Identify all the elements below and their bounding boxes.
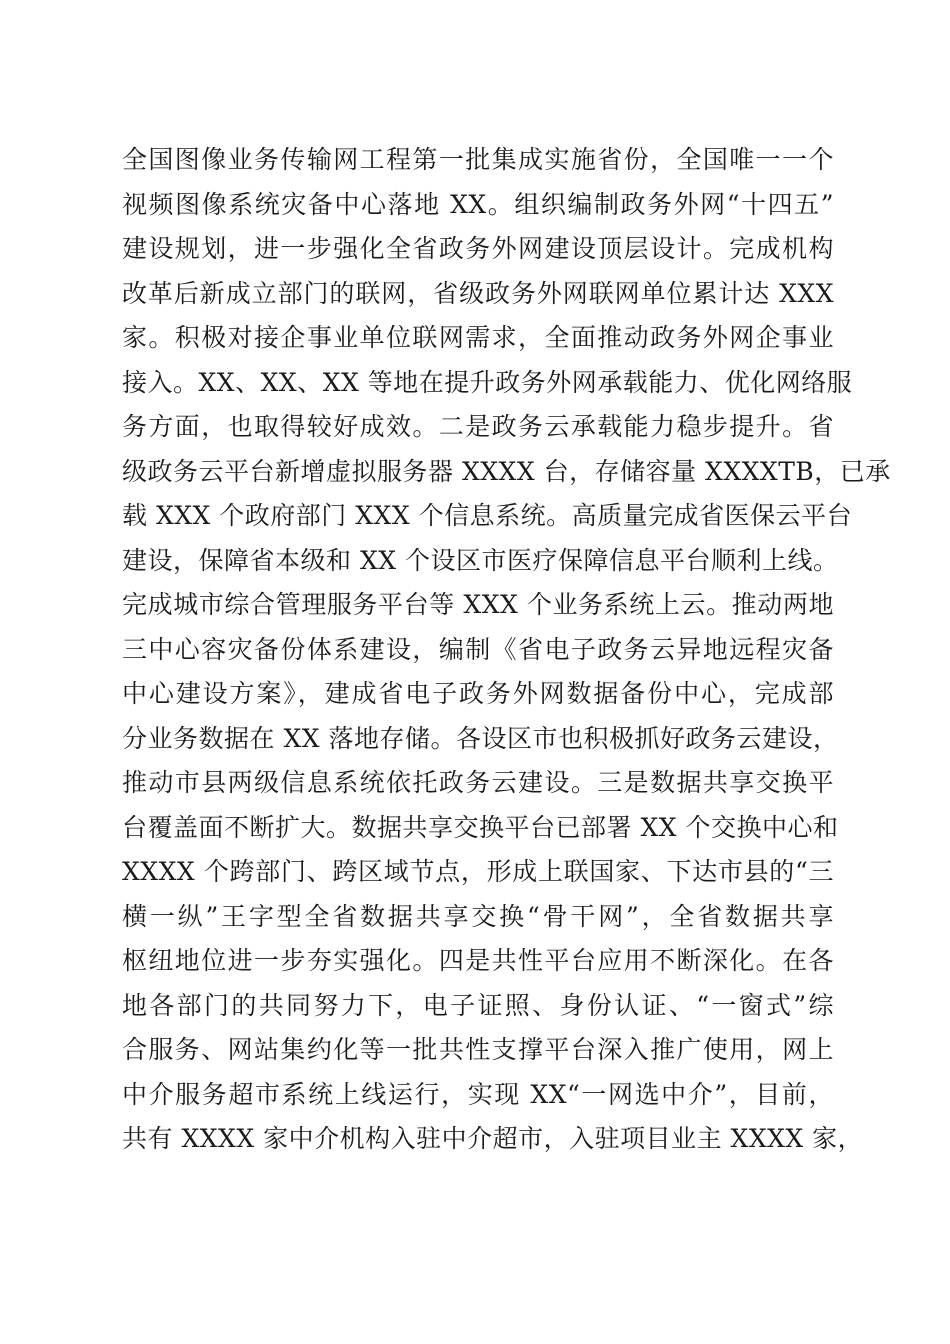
text-line: 共有 XXXX 家中介机构入驻中介超市，入驻项目业主 XXXX 家， (122, 1124, 864, 1153)
text-line: 完成城市综合管理服务平台等 XXX 个业务系统上云。推动两地 (122, 590, 834, 619)
text-line: 横一纵”王字型全省数据共享交换“骨干网”，全省数据共享 (122, 901, 834, 931)
text-line: 枢纽地位进一步夯实强化。四是共性平台应用不断深化。在各 (122, 946, 834, 975)
text-line: 建设规划，进一步强化全省政务外网建设顶层设计。完成机构 (122, 234, 834, 263)
text-line: XXXX 个跨部门、跨区域节点，形成上联国家、下达市县的“三 (122, 857, 834, 886)
text-line: 接入。XX、XX、XX 等地在提升政务外网承载能力、优化网络服 (122, 367, 853, 397)
text-line: 推动市县两级信息系统依托政务云建设。三是数据共享交换平 (122, 768, 834, 797)
text-line: 地各部门的共同努力下，电子证照、身份认证、“一窗式”综 (122, 990, 834, 1020)
text-line: 全国图像业务传输网工程第一批集成实施省份，全国唯一一个 (122, 145, 834, 174)
text-line: 务方面，也取得较好成效。二是政务云承载能力稳步提升。省 (122, 412, 834, 441)
text-line: 载 XXX 个政府部门 XXX 个信息系统。高质量完成省医保云平台 (122, 501, 853, 530)
text-line: 台覆盖面不断扩大。数据共享交换平台已部署 XX 个交换中心和 (122, 812, 839, 842)
text-line: 合服务、网站集约化等一批共性支撑平台深入推广使用，网上 (122, 1035, 834, 1064)
body-paragraph (122, 138, 891, 1162)
text-line: 三中心容灾备份体系建设，编制《省电子政务云异地远程灾备 (122, 634, 834, 664)
text-line: 家。积极对接企事业单位联网需求，全面推动政务外网企事业 (122, 323, 834, 352)
text-line: 中介服务超市系统上线运行，实现 XX“一网选中介”，目前， (122, 1079, 834, 1109)
text-line: 建设，保障省本级和 XX 个设区市医疗保障信息平台顺利上线。 (122, 545, 839, 575)
text-line: 级政务云平台新增虚拟服务器 XXXX 台，存储容量 XXXXTB，已承 (122, 456, 891, 486)
text-line: 视频图像系统灾备中心落地 XX。组织编制政务外网“十四五” (122, 189, 834, 219)
text-line: 中心建设方案》，建成省电子政务外网数据备份中心，完成部 (122, 679, 834, 708)
text-line: 改革后新成立部门的联网，省级政务外网联网单位累计达 XXX (122, 278, 834, 308)
text-line: 分业务数据在 XX 落地存储。各设区市也积极抓好政务云建设， (122, 723, 839, 753)
